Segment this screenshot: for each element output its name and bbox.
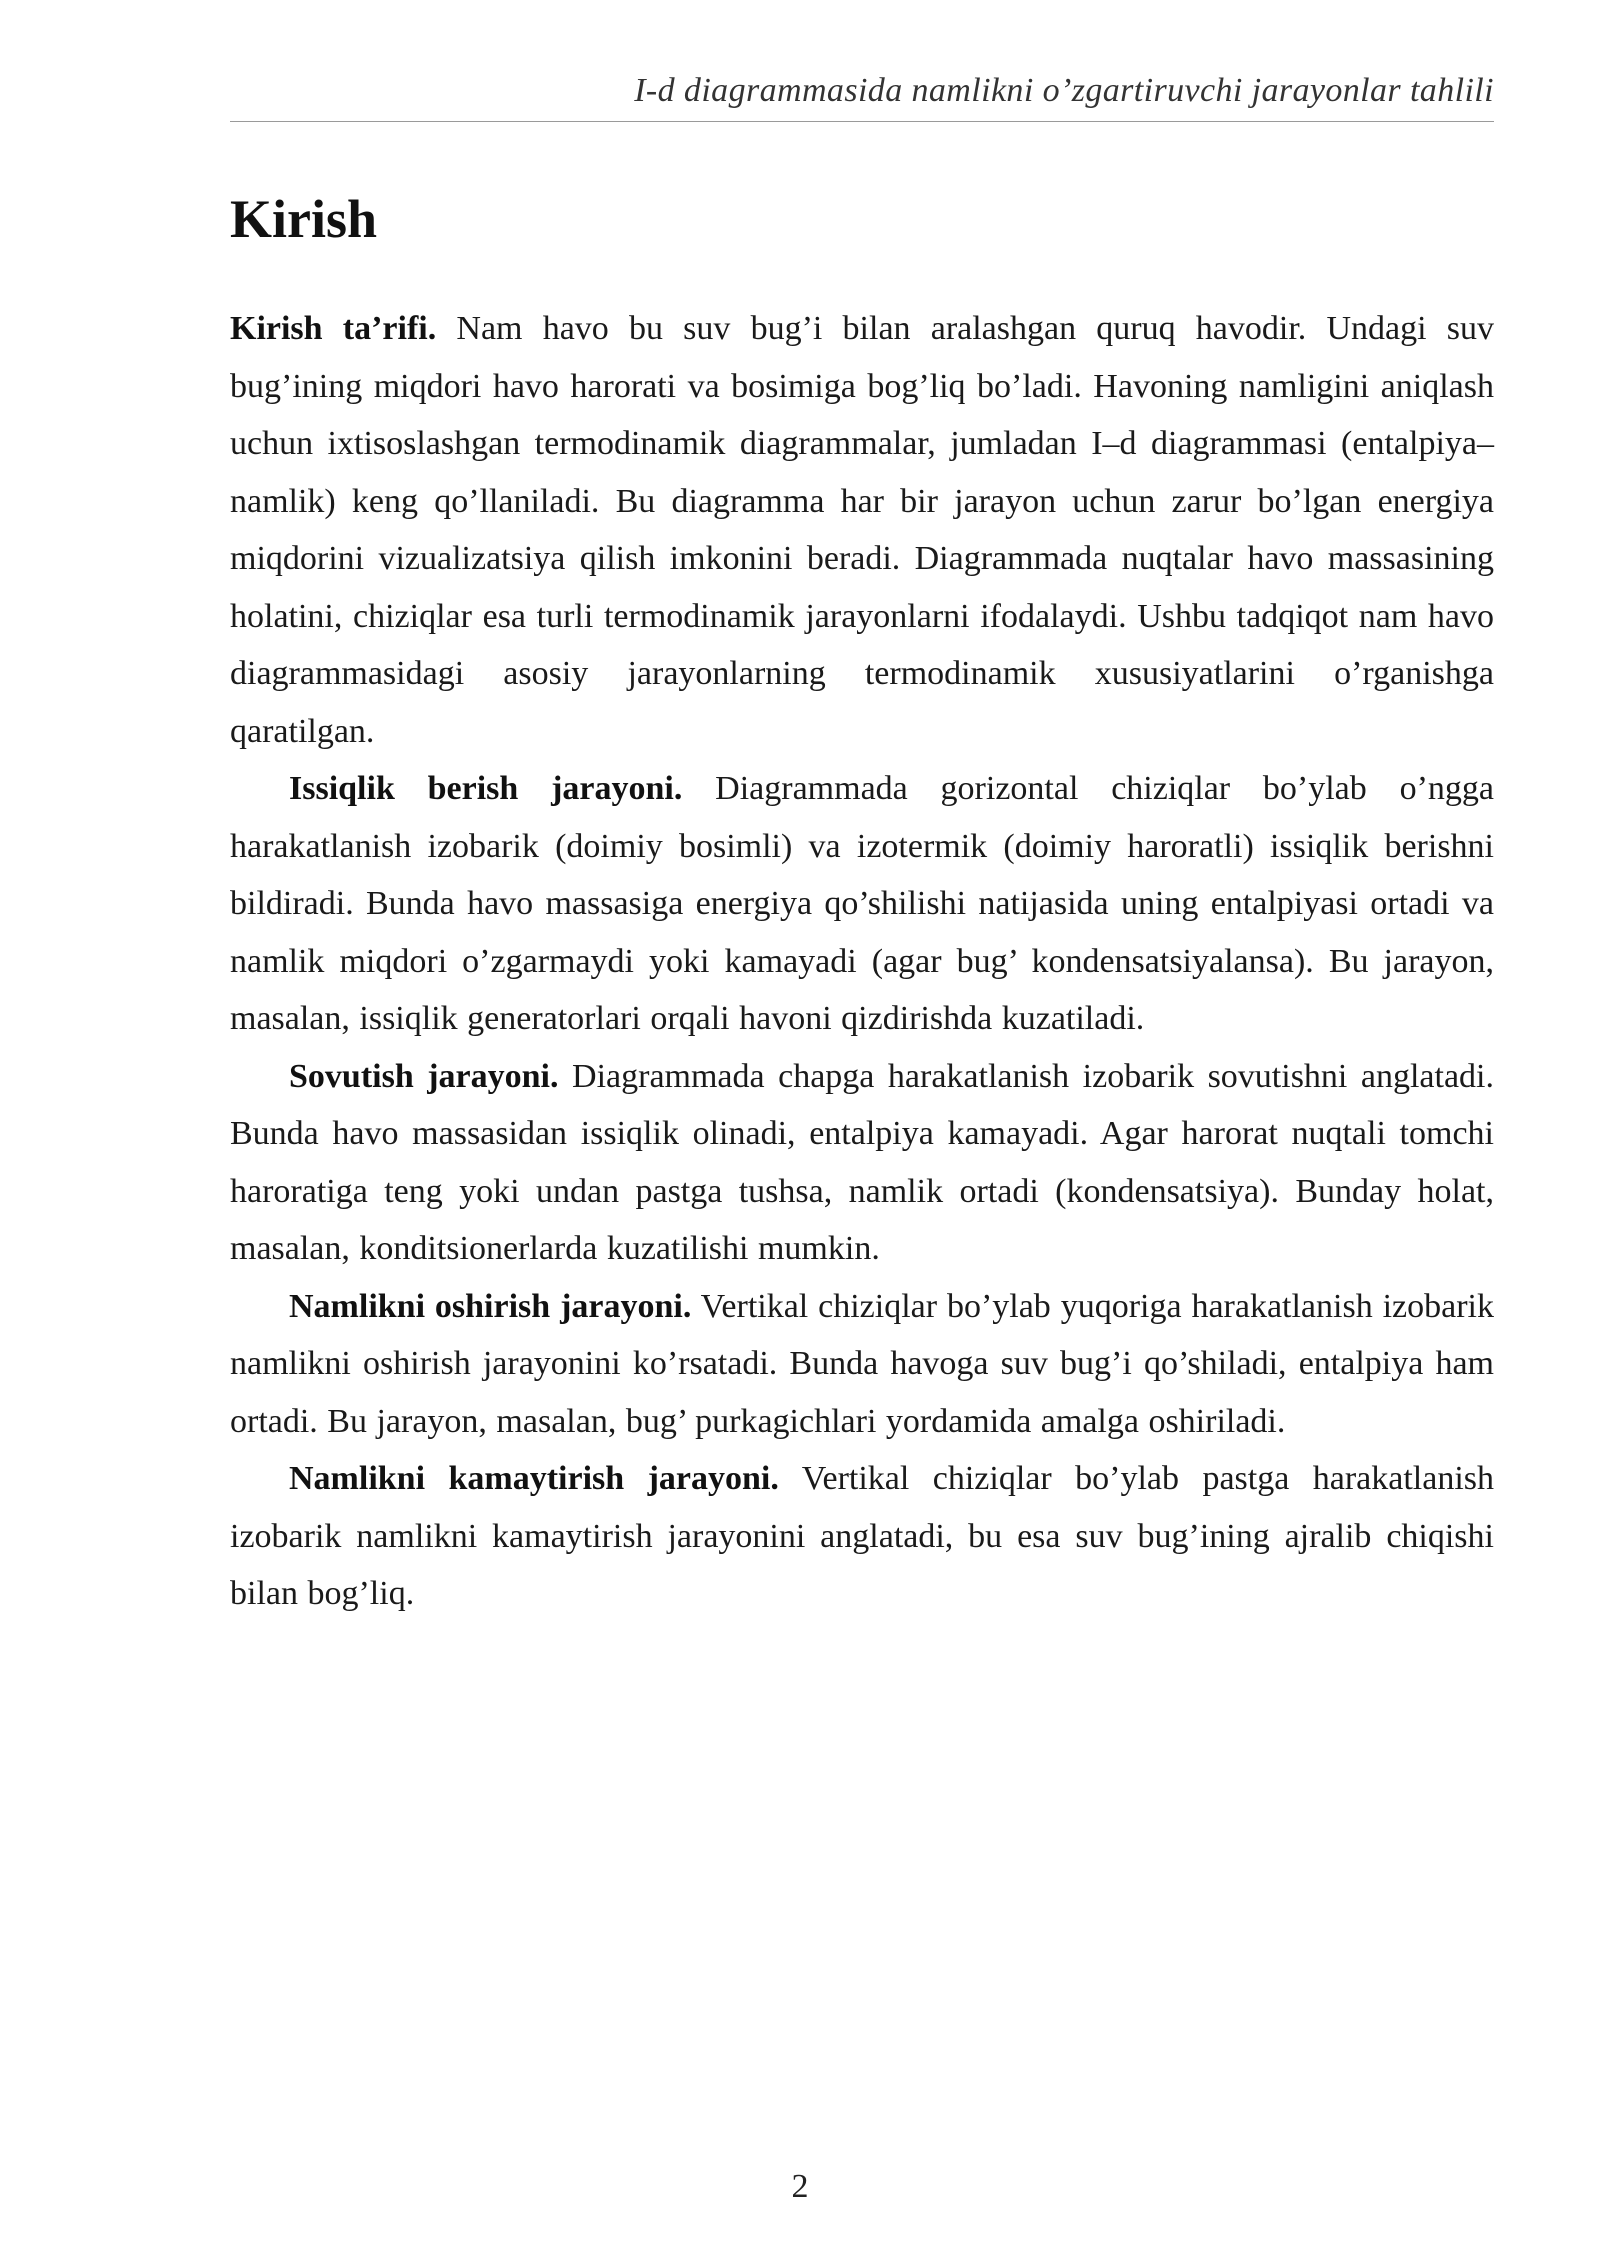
page-number: 2 [791, 2168, 809, 2205]
paragraph-namlikni-oshirish [230, 1278, 1494, 1451]
paragraph-lead: Namlikni oshirish jarayoni. [289, 1287, 692, 1325]
paragraph-issiqlik-berish [230, 760, 1494, 1048]
paragraph-text: Vertikal chiziqlar bo’ylab pastga harakatlanish izobarik namlikni kamaytirish jarayonini anglatadi, bu esa suv bug’ining ajralib chiqishi bilan bog’liq. [230, 1460, 1495, 1612]
running-header: I-d diagrammasida namlikni o’zgartiruvchi jarayonlar tahlili [634, 72, 1494, 109]
paragraph-lead: Namlikni kamaytirish jarayoni. [289, 1460, 779, 1497]
paragraph-text: Nam havo bu suv bug’i bilan aralashgan quruq havodir. Undagi suv bug’ining miqdori havo harorati va bosimiga bog’liq bo’ladi. Havoning namligini aniqlash uchun ixtisoslashgan termodinamik diagrammalar, jumladan I–d diagrammasi (entalpiya–namlik) keng qo’llaniladi. Bu diagramma har bir jarayon uchun zarur bo’lgan energiya miqdorini vizualizatsiya qilish imkonini beradi. Diagrammada nuqtalar havo massasining holatini, chiziqlar esa turli termodinamik jarayonlarni ifodalaydi. Ushbu tadqiqot nam havo diagrammasidagi asosiy jarayonlarning termodinamik xususiyatlarini o’rganishga qaratilgan. [230, 310, 1494, 750]
header-divider [230, 121, 1494, 122]
section-title: Kirish [230, 189, 378, 249]
paragraph-text: Diagrammada chapga harakatlanish izobarik sovutishni anglatadi. Bunda havo massasidan issiqlik olinadi, entalpiya kamayadi. Agar harorat nuqtali tomchi haroratiga teng yoki undan pastga tushsa, namlik ortadi (kondensatsiya). Bunday holat, masalan, konditsionerlarda kuzatilishi mumkin. [230, 1057, 1494, 1267]
paragraph-namlikni-kamaytirish [230, 1450, 1494, 1623]
paragraph-lead: Sovutish jarayoni. [289, 1057, 559, 1095]
paragraph-sovutish [230, 1048, 1494, 1278]
paragraph-kirish-tarifi [230, 300, 1494, 760]
paragraph-lead: Issiqlik berish jarayoni. [289, 770, 683, 807]
paragraph-text: Diagrammada gorizontal chiziqlar bo’ylab o’ngga harakatlanish izobarik (doimiy bosimli) va izotermik (doimiy haroratli) issiqlik berishni bildiradi. Bunda havo massasiga energiya qo’shilishi natijasida uning entalpiyasi ortadi va namlik miqdori o’zgarmaydi yoki kamayadi (agar bug’ kondensatsiyalansa). Bu jarayon, masalan, issiqlik generatorlari orqali havoni qizdirishda kuzatiladi. [230, 770, 1494, 1037]
body-text [230, 300, 1494, 1623]
paragraph-text: Vertikal chiziqlar bo’ylab yuqoriga harakatlanish izobarik namlikni oshirish jarayonini ko’rsatadi. Bunda havoga suv bug’i qo’shiladi, entalpiya ham ortadi. Bu jarayon, masalan, bug’ purkagichlari yordamida amalga oshiriladi. [230, 1287, 1494, 1440]
paragraph-lead: Kirish ta’rifi. [230, 310, 437, 347]
